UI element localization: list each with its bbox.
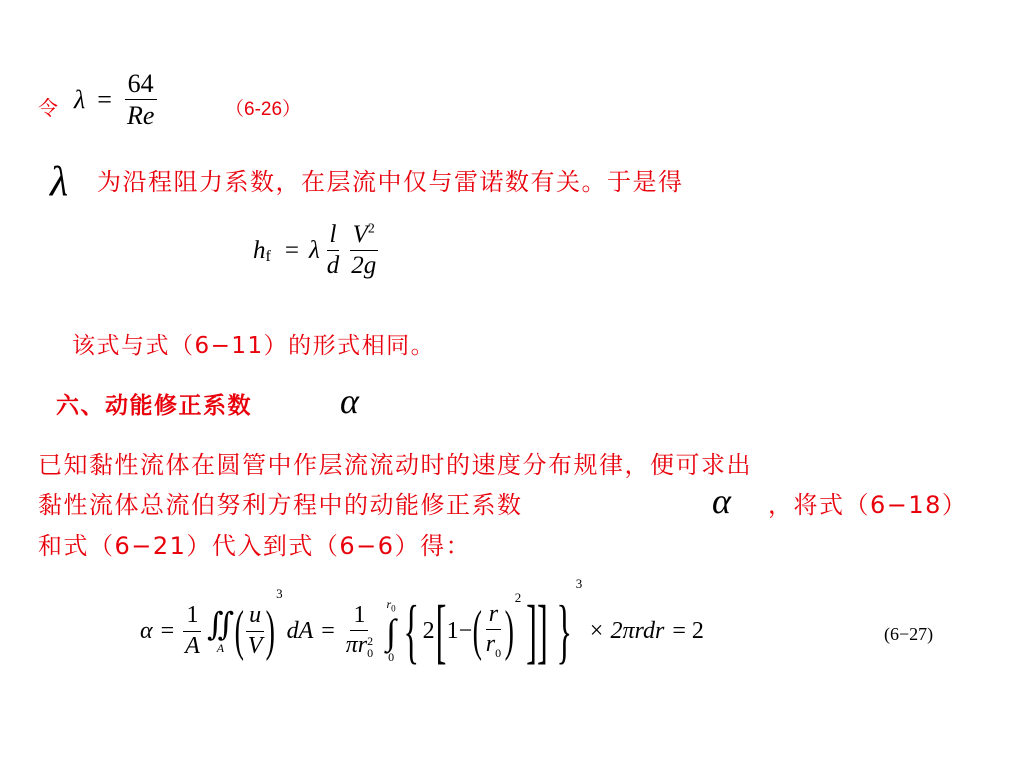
same-form-note: 该式与式（6−11）的形式相同。 [72, 333, 436, 359]
fraction-v2-2g [348, 222, 379, 280]
numerator-v2: $V^2$ [350, 222, 378, 251]
h-symbol: h [253, 236, 266, 264]
paragraph-line-3: 和式（6−21）代入到式（6−6）得： [38, 532, 472, 560]
paragraph-line-2-tail: ，将式（6−18） [768, 491, 968, 519]
fraction-r-r0: $\frac{r}{r_0}$ [485, 601, 502, 661]
subscript-f: f [265, 247, 271, 265]
equals-sign: = [160, 617, 175, 644]
fraction-u-v: $\frac{u}{V}$ [247, 602, 263, 659]
lambda-large: λ [50, 159, 69, 205]
right-paren: ) [266, 600, 276, 662]
ling-prefix: 令 [38, 96, 58, 120]
right-brackets: ]] [526, 590, 549, 671]
fraction-l-d [324, 222, 343, 280]
left-brace: { [403, 590, 420, 671]
equation-tag-6-26: （6-26） [225, 99, 302, 120]
one-minus: 1− [446, 617, 473, 644]
left-paren: ( [234, 600, 245, 662]
section-heading: 六、动能修正系数 [56, 393, 252, 419]
equation-hf [253, 222, 379, 280]
numerator-64: 64 [125, 70, 157, 100]
equation-6-27: α = $\frac{1}{A}$ ∬ A ( $\frac{u}{V}$ ) $^3$ dA = 1 πr 2 0 $r_0$ ∫ 0 { 2 [ 1− ( $\frac{r}{r_0}$ ) $^2$ ]] } $^3$ × 2πrdr = 2 [140, 576, 704, 671]
da: dA [286, 617, 314, 644]
lambda-symbol: λ [74, 84, 86, 114]
alpha-symbol-inline: α [712, 481, 731, 521]
paragraph-line-2: 黏性流体总流伯努利方程中的动能修正系数 [38, 491, 523, 519]
result: = 2 [672, 617, 704, 644]
equation-tag-6-27: (6−27) [884, 624, 934, 644]
numerator-l: l [327, 222, 340, 251]
denominator-2g: 2g [351, 252, 377, 280]
left-bracket: [ [435, 590, 446, 671]
double-integral: ∬ A [206, 605, 235, 655]
fraction-1-a: $\frac{1}{A}$ [185, 602, 200, 659]
fraction-64-re [124, 70, 157, 130]
paragraph-line-1: 已知黏性流体在圆管中作层流流动时的速度分布规律，便可求出 [38, 451, 752, 479]
equals-sign: = [284, 236, 299, 264]
fraction-1-pi-r0sq: 1 πr 2 0 [345, 602, 374, 660]
integral-0-to-r0: $r_0$ ∫ 0 [386, 597, 397, 664]
right-brace: } [556, 590, 573, 671]
two: 2 [422, 617, 435, 644]
lambda-symbol: λ [308, 236, 320, 264]
alpha: α [140, 617, 153, 644]
times-2pi-r-dr: × 2πrdr [588, 617, 665, 644]
alpha-symbol: α [340, 381, 359, 421]
denominator-d: d [326, 252, 340, 280]
lambda-description: 为沿程阻力系数，在层流中仅与雷诺数有关。于是得 [97, 168, 684, 196]
equals-sign: = [97, 84, 112, 114]
equation-6-26 [74, 70, 157, 130]
denominator-re: Re [126, 101, 155, 131]
